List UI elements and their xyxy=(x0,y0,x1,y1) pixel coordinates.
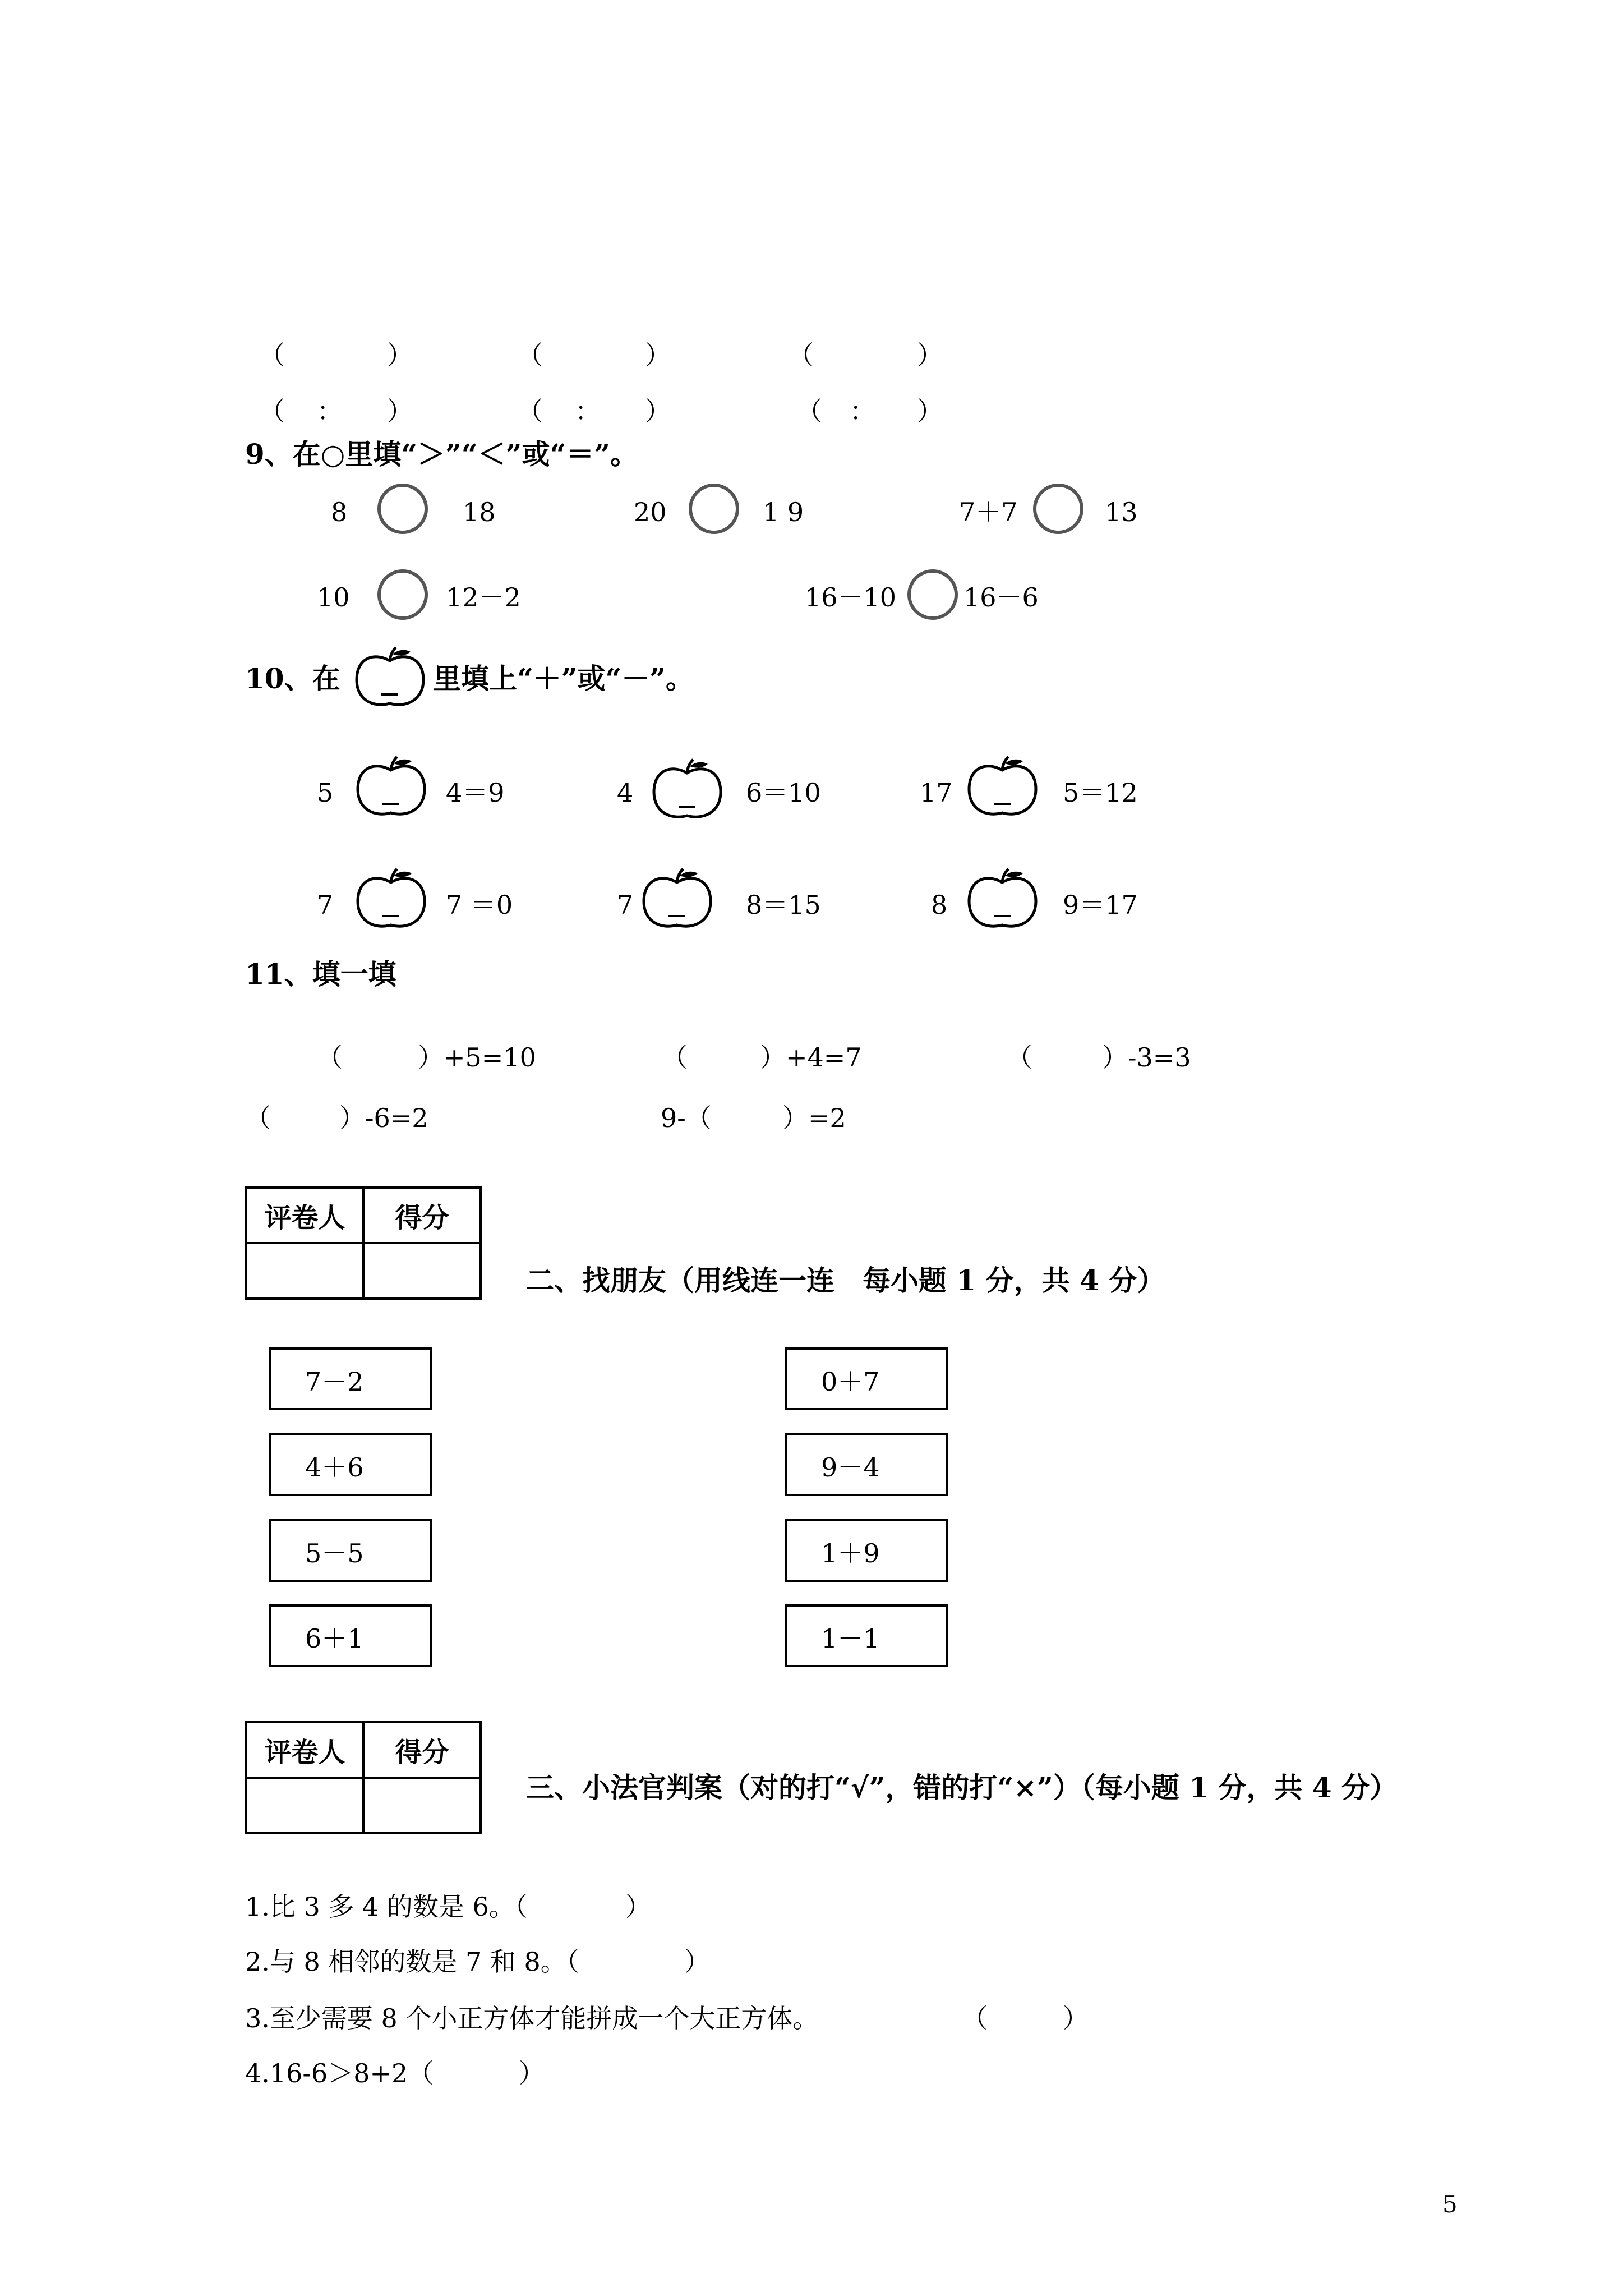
judge-item-open: （ xyxy=(962,2003,988,2033)
q9-right: 1 9 xyxy=(763,497,804,527)
match-right-label: 1－1 xyxy=(821,1623,880,1654)
q9-right: 18 xyxy=(463,497,496,527)
q10-left: 4 xyxy=(617,777,634,808)
grader-cell[interactable] xyxy=(246,1778,363,1833)
circle-icon[interactable] xyxy=(377,569,428,620)
match-left-box[interactable] xyxy=(269,1433,432,1496)
judge-item-text: 2.与 8 相邻的数是 7 和 8。（ xyxy=(245,1947,579,1977)
judge-item-text: 1.比 3 多 4 的数是 6。（ xyxy=(245,1892,528,1922)
q10-left: 5 xyxy=(317,777,334,808)
circle-icon[interactable] xyxy=(1033,484,1083,534)
apple-icon xyxy=(352,645,428,712)
match-left-label: 7－2 xyxy=(305,1366,364,1397)
match-right-box[interactable] xyxy=(785,1519,948,1582)
judge-item-text: 3.至少需要 8 个小正方体才能拼成一个大正方体。 xyxy=(245,2003,819,2033)
blank-colon: ： xyxy=(575,396,601,426)
q10-right: 7 ＝0 xyxy=(446,890,513,920)
score-header: 得分 xyxy=(363,1722,481,1778)
judge-item-close: ） xyxy=(519,2058,545,2088)
q11-expr: ）=2 xyxy=(782,1103,846,1133)
page-number: 5 xyxy=(1442,2191,1458,2218)
score-cell[interactable] xyxy=(363,1243,481,1299)
judge-item-close: ） xyxy=(625,1892,651,1922)
score-table xyxy=(245,1721,482,1834)
q11-title: 11、填一填 xyxy=(245,958,396,991)
blank-close: ） xyxy=(917,396,943,426)
q10-right: 8＝15 xyxy=(746,890,821,920)
q10-right: 6＝10 xyxy=(746,777,821,808)
blank-close: ） xyxy=(387,340,413,370)
judge-item-close: ） xyxy=(1063,2003,1089,2033)
q9-right: 12－2 xyxy=(446,582,521,613)
blank-open: （ xyxy=(788,340,814,370)
q9-left: 8 xyxy=(331,497,348,527)
grader-cell[interactable] xyxy=(246,1243,363,1299)
q9-left: 16－10 xyxy=(805,582,897,613)
judge-item-text: 4.16-6＞8+2（ xyxy=(245,2058,434,2088)
q11-expr: ）+4=7 xyxy=(760,1042,862,1073)
match-right-box[interactable] xyxy=(785,1604,948,1667)
q11-expr: ）-6=2 xyxy=(339,1103,428,1133)
q10-title-prefix: 10、在 xyxy=(245,662,340,695)
match-right-label: 9－4 xyxy=(821,1452,880,1483)
match-left-label: 4＋6 xyxy=(305,1452,364,1483)
blank-close: ） xyxy=(387,396,413,426)
q10-left: 17 xyxy=(920,777,953,808)
q10-title-suffix: 里填上“＋”或“－”。 xyxy=(433,662,694,695)
q11-open: （ xyxy=(662,1042,688,1073)
q9-left: 7＋7 xyxy=(959,497,1018,527)
blank-close: ） xyxy=(645,396,671,426)
apple-icon[interactable] xyxy=(965,867,1040,934)
match-left-box[interactable] xyxy=(269,1604,432,1667)
score-cell[interactable] xyxy=(363,1778,481,1833)
match-right-label: 1＋9 xyxy=(821,1538,880,1568)
q11-open: （ xyxy=(245,1103,271,1133)
q9-title: 9、在○里填“＞”“＜”或“＝”。 xyxy=(245,438,638,471)
circle-icon[interactable] xyxy=(377,484,428,534)
q10-right: 5＝12 xyxy=(1063,777,1138,808)
match-right-label: 0＋7 xyxy=(821,1366,880,1397)
q10-left: 7 xyxy=(317,890,334,920)
q9-right: 13 xyxy=(1105,497,1138,527)
apple-icon[interactable] xyxy=(353,754,429,822)
q10-left: 8 xyxy=(931,890,948,920)
blank-colon: ： xyxy=(850,396,875,426)
match-left-box[interactable] xyxy=(269,1519,432,1582)
q9-left: 10 xyxy=(317,582,350,613)
apple-icon[interactable] xyxy=(353,867,429,934)
q10-left: 7 xyxy=(617,890,634,920)
blank-close: ） xyxy=(645,340,671,370)
score-table xyxy=(245,1186,482,1300)
circle-icon[interactable] xyxy=(907,569,958,620)
q9-left: 20 xyxy=(634,497,667,527)
match-left-label: 6＋1 xyxy=(305,1623,364,1654)
blank-close: ） xyxy=(917,340,943,370)
match-right-box[interactable] xyxy=(785,1433,948,1496)
match-right-box[interactable] xyxy=(785,1347,948,1410)
grader-header: 评卷人 xyxy=(246,1188,363,1243)
score-header: 得分 xyxy=(363,1188,481,1243)
blank-open: （ xyxy=(259,396,285,426)
match-left-box[interactable] xyxy=(269,1347,432,1410)
blank-colon: ： xyxy=(317,396,343,426)
q11-expr: ）+5=10 xyxy=(418,1042,536,1073)
judge-item-close: ） xyxy=(684,1947,710,1977)
match-left-label: 5－5 xyxy=(305,1538,364,1568)
q9-right: 16－6 xyxy=(963,582,1039,613)
apple-icon[interactable] xyxy=(639,867,715,934)
q11-open: 9-（ xyxy=(661,1103,712,1133)
apple-icon[interactable] xyxy=(649,757,725,825)
blank-open: （ xyxy=(259,340,285,370)
q11-open: （ xyxy=(317,1042,343,1073)
q11-expr: ）-3=3 xyxy=(1102,1042,1191,1073)
blank-open: （ xyxy=(796,396,822,426)
blank-open: （ xyxy=(517,396,543,426)
section3-title: 三、小法官判案（对的打“√”，错的打“×”）（每小题 1 分，共 4 分） xyxy=(526,1771,1398,1804)
q10-right: 9＝17 xyxy=(1063,890,1138,920)
q10-right: 4＝9 xyxy=(446,777,505,808)
apple-icon[interactable] xyxy=(965,754,1040,822)
grader-header: 评卷人 xyxy=(246,1722,363,1778)
circle-icon[interactable] xyxy=(689,484,739,534)
section2-title: 二、找朋友（用线连一连 每小题 1 分，共 4 分） xyxy=(526,1264,1165,1297)
blank-open: （ xyxy=(517,340,543,370)
q11-open: （ xyxy=(1007,1042,1032,1073)
